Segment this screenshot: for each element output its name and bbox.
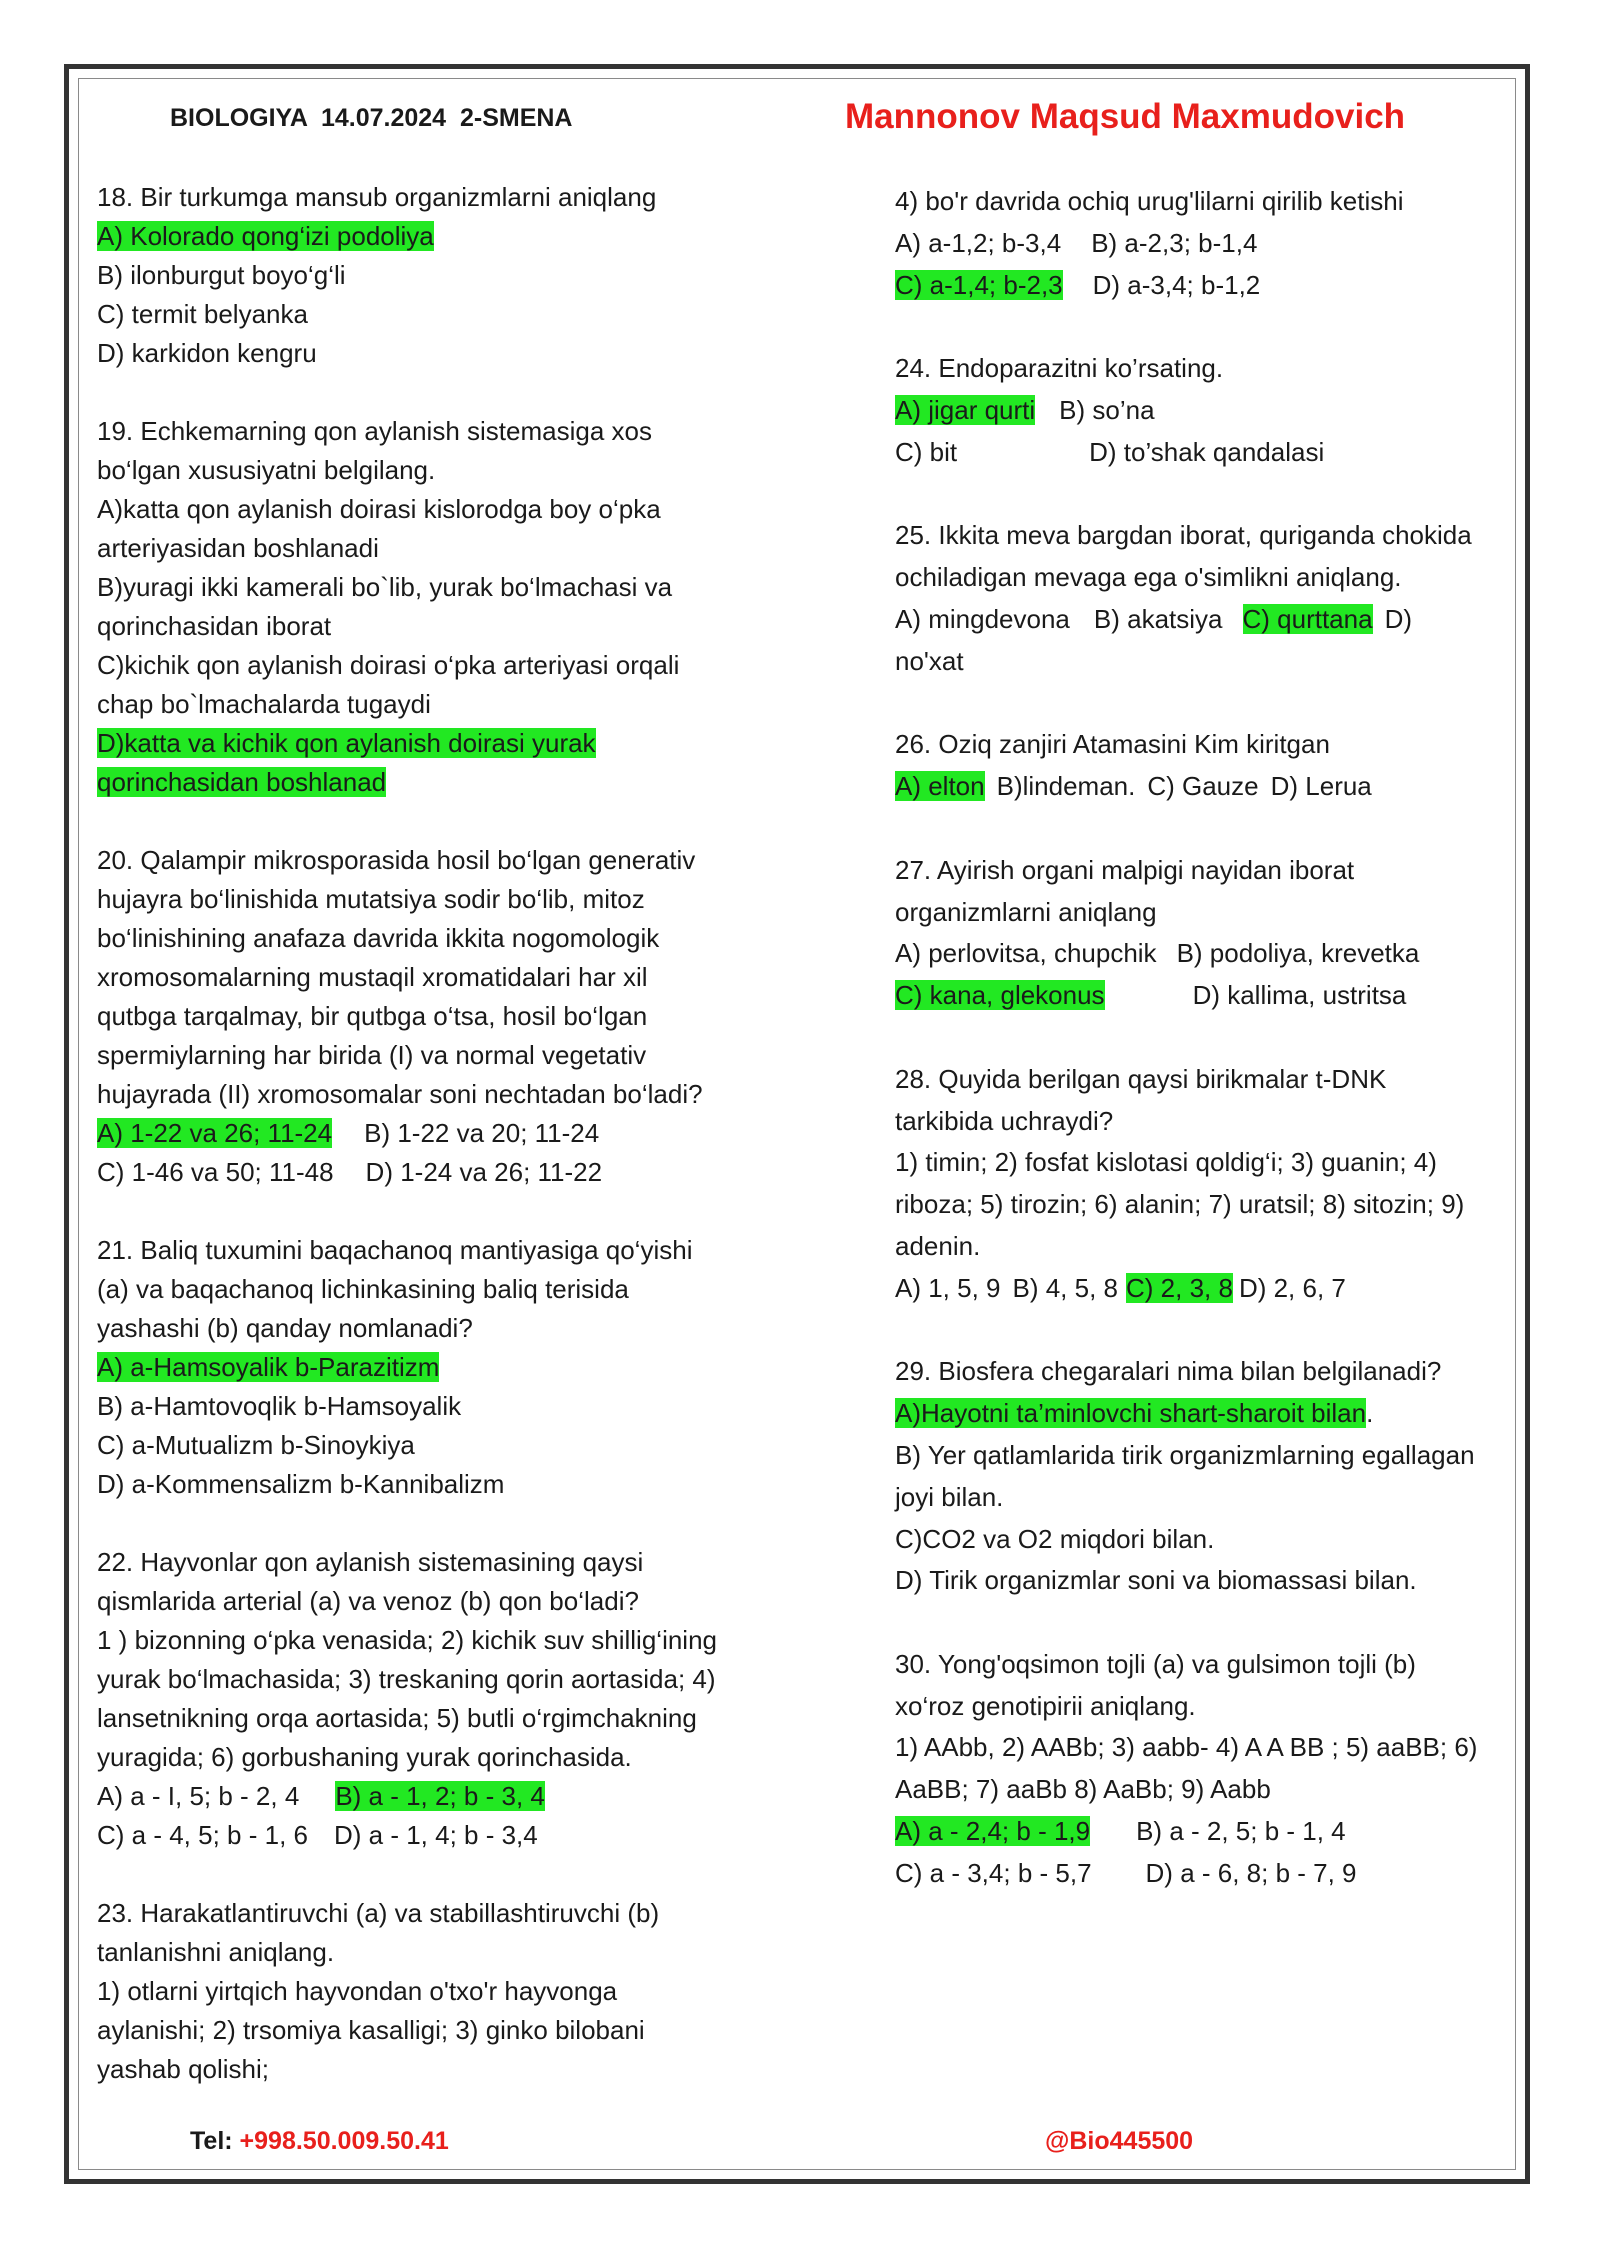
q22-option-c: C) a - 4, 5; b - 1, 6	[97, 1820, 308, 1850]
q22-question-line: 1 ) bizonning o‘pka venasida; 2) kichik suv shillig‘ining	[97, 1625, 718, 1655]
q29-option-d: D) Tirik organizmlar soni va biomassasi bilan.	[895, 1565, 1417, 1596]
right-column	[895, 181, 1515, 1895]
q30-option-c: C) a - 3,4; b - 5,7	[895, 1857, 1092, 1888]
q19-option-a: A)katta qon aylanish doirasi kislorodga boy o‘pka	[97, 494, 661, 524]
q29-option-a-tail: .	[1366, 1398, 1374, 1429]
q29-answer-highlight: A)Hayotni ta’minlovchi shart-sharoit bilan	[895, 1398, 1367, 1429]
q22-option-d: D) a - 1, 4; b - 3,4	[333, 1820, 538, 1850]
q27-question-line: 27. Ayirish organi malpigi nayidan iborat	[895, 854, 1355, 885]
q20-question-line: xromosomalarning mustaqil xromatidalari har xil	[97, 962, 648, 992]
q24-question: 24. Endoparazitni ko’rsating.	[895, 353, 1224, 384]
q20-options-cd	[97, 1153, 787, 1192]
q20-option-c: C) 1-46 va 50; 11-48	[97, 1157, 334, 1187]
q24-option-d: D) to’shak qandalasi	[1089, 436, 1325, 467]
q20-options-ab	[97, 1114, 787, 1153]
q23-options-ab	[895, 223, 1515, 265]
q29-question: 29. Biosfera chegaralari nima bilan belgilanadi?	[895, 1356, 1442, 1387]
q27-option-a: A) perlovitsa, chupchik	[895, 938, 1157, 969]
q18-option-b: B) ilonburgut boyo‘g‘li	[97, 260, 346, 290]
q25-option-b: B) akatsiya	[1093, 603, 1223, 634]
q24-option-b: B) so’na	[1059, 394, 1155, 425]
q23-question-line: 1) otlarni yirtqich hayvondan o'txo'r hayvonga	[97, 1976, 618, 2006]
q25-option-d-cont: no'xat	[895, 645, 964, 676]
q27-option-b: B) podoliya, krevetka	[1176, 938, 1420, 969]
q22-options-cd	[97, 1816, 787, 1855]
header-subject-date: BIOLOGIYA 14.07.2024 2-SMENA	[170, 104, 573, 132]
q23-option-a: A) a-1,2; b-3,4	[895, 227, 1062, 258]
q29-option-a	[895, 1393, 1515, 1435]
q20-question-line: 20. Qalampir mikrosporasida hosil bo‘lgan generativ	[97, 845, 696, 875]
q28-question-line: riboza; 5) tirozin; 6) alanin; 7) uratsil; 8) sitozin; 9)	[895, 1189, 1465, 1220]
q26-question: 26. Oziq zanjiri Atamasini Kim kiritgan	[895, 729, 1330, 760]
q26-options	[895, 766, 1515, 808]
left-column	[97, 178, 787, 2089]
q19-option-c-cont: chap bo`lmachalarda tugaydi	[97, 689, 431, 719]
q19-option-d	[97, 724, 787, 763]
q19-option-a-cont: arteriyasidan boshlanadi	[97, 533, 379, 563]
q24-options-ab	[895, 390, 1515, 432]
q28-question-line: tarkibida uchraydi?	[895, 1105, 1114, 1136]
q29-option-b-cont: joyi bilan.	[895, 1481, 1004, 1512]
q21-question-line: yashashi (b) qanday nomlanadi?	[97, 1313, 473, 1343]
q30-answer-highlight: A) a - 2,4; b - 1,9	[895, 1816, 1091, 1847]
q19-question-line: bo‘lgan xususiyatni belgilang.	[97, 455, 436, 485]
q21-option-c: C) a-Mutualizm b-Sinoykiya	[97, 1430, 415, 1460]
q27-option-d: D) kallima, ustritsa	[1192, 980, 1407, 1011]
q20-question-line: qutbga tarqalmay, bir qutbga o‘tsa, hosil bo‘lgan	[97, 1001, 648, 1031]
footer-phone	[190, 2127, 449, 2156]
q20-question-line: hujayrada (II) xromosomalar soni nechtadan bo‘ladi?	[97, 1079, 703, 1109]
q29-option-b: B) Yer qatlamlarida tirik organizmlarning egallagan	[895, 1439, 1475, 1470]
q21-answer-highlight: A) a-Hamsoyalik b-Parazitizm	[97, 1352, 440, 1382]
q30-question-line: 1) AAbb, 2) AABb; 3) aabb- 4) A A BB ; 5) aaBB; 6)	[895, 1732, 1478, 1763]
q28-question-line: adenin.	[895, 1230, 981, 1261]
q19-answer-highlight: D)katta va kichik qon aylanish doirasi yurak	[97, 728, 596, 758]
q19-option-b: B)yuragi ikki kamerali bo`lib, yurak bo‘lmachasi va	[97, 572, 673, 602]
q19-option-d-cont	[97, 763, 787, 802]
q30-options-cd	[895, 1853, 1515, 1895]
q24-option-c: C) bit	[895, 436, 958, 467]
q28-option-a: A) 1, 5, 9	[895, 1272, 1001, 1303]
q23-options-cd	[895, 265, 1515, 307]
q19-question-line: 19. Echkemarning qon aylanish sistemasiga xos	[97, 416, 652, 446]
q20-option-d: D) 1-24 va 26; 11-22	[365, 1157, 603, 1187]
header-author: Mannonov Maqsud Maxmudovich	[845, 97, 1406, 136]
q26-option-b: B)lindeman.	[996, 771, 1136, 802]
q23-question-line: yashab qolishi;	[97, 2054, 269, 2084]
q25-question-line: 25. Ikkita meva bargdan iborat, quriganda chokida	[895, 520, 1472, 551]
q20-question-line: spermiylarning har birida (I) va normal vegetativ	[97, 1040, 647, 1070]
q24-options-cd	[895, 432, 1515, 474]
q25-options	[895, 599, 1515, 641]
q27-answer-highlight: C) kana, glekonus	[895, 980, 1105, 1011]
q21-option-b: B) a-Hamtovoqlik b-Hamsoyalik	[97, 1391, 462, 1421]
q20-option-b: B) 1-22 va 20; 11-24	[364, 1118, 600, 1148]
q26-option-c: C) Gauze	[1147, 771, 1259, 802]
q30-option-d: D) a - 6, 8; b - 7, 9	[1145, 1857, 1357, 1888]
q22-question-line: 22. Hayvonlar qon aylanish sistemasining qaysi	[97, 1547, 644, 1577]
q27-question-line: organizmlarni aniqlang	[895, 896, 1157, 927]
q25-answer-highlight: C) qurttana	[1242, 603, 1373, 634]
q25-question-line: ochiladigan mevaga ega o'simlikni aniqlang.	[895, 562, 1402, 593]
q21-question-line: (a) va baqachanoq lichinkasining baliq terisida	[97, 1274, 629, 1304]
q24-answer-highlight: A) jigar qurti	[895, 394, 1036, 425]
q27-options-cd	[895, 975, 1515, 1017]
q30-question-line: xo‘roz genotipirii aniqlang.	[895, 1690, 1196, 1721]
q29-option-c: C)CO2 va O2 miqdori bilan.	[895, 1523, 1215, 1554]
q30-options-ab	[895, 1811, 1515, 1853]
q21-question-line: 21. Baliq tuxumini baqachanoq mantiyasiga qo‘yishi	[97, 1235, 693, 1265]
q18-option-a	[97, 217, 787, 256]
q22-question-line: yurak bo‘lmachasida; 3) treskaning qorin aortasida; 4)	[97, 1664, 716, 1694]
q23-question-line: 23. Harakatlantiruvchi (a) va stabillashtiruvchi (b)	[97, 1898, 660, 1928]
q23-question-line: tanlanishni aniqlang.	[97, 1937, 335, 1967]
q30-option-b: B) a - 2, 5; b - 1, 4	[1136, 1816, 1346, 1847]
q18-option-c: C) termit belyanka	[97, 299, 308, 329]
q22-question-line: yuragida; 6) gorbushaning yurak qorinchasida.	[97, 1742, 632, 1772]
footer-phone-label: Tel:	[190, 2127, 233, 2155]
q22-question-line: qismlarida arterial (a) va venoz (b) qon bo‘ladi?	[97, 1586, 639, 1616]
q18-option-d: D) karkidon kengru	[97, 338, 317, 368]
q23-question-line: 4) bo'r davrida ochiq urug'lilarni qirilib ketishi	[895, 186, 1404, 216]
q25-option-a: A) mingdevona	[895, 603, 1070, 634]
footer-phone-number: +998.50.009.50.41	[239, 2127, 449, 2155]
q28-option-b: B) 4, 5, 8	[1012, 1272, 1118, 1303]
q18-answer-highlight: A) Kolorado qong‘izi podoliya	[97, 221, 434, 251]
q23-question-line: aylanishi; 2) trsomiya kasalligi; 3) ginko bilobani	[97, 2015, 645, 2045]
q21-option-a	[97, 1348, 787, 1387]
q19-answer-highlight-cont: qorinchasidan boshlanad	[97, 767, 387, 797]
q26-answer-highlight: A) elton	[895, 771, 985, 802]
q23-option-d: D) a-3,4; b-1,2	[1092, 269, 1261, 300]
q25-option-d: D)	[1384, 603, 1413, 634]
q21-option-d: D) a-Kommensalizm b-Kannibalizm	[97, 1469, 505, 1499]
q22-question-line: lansetnikning orqa aortasida; 5) butli o‘rgimchakning	[97, 1703, 697, 1733]
q23-option-b: B) a-2,3; b-1,4	[1091, 227, 1258, 258]
q23-answer-highlight: C) a-1,4; b-2,3	[895, 269, 1063, 300]
q22-option-a: A) a - I, 5; b - 2, 4	[97, 1781, 300, 1811]
q30-question-line: AaBB; 7) aaBb 8) AaBb; 9) Aabb	[895, 1774, 1271, 1805]
footer-telegram-handle: @Bio445500	[1045, 2127, 1194, 2155]
q22-options-ab	[97, 1777, 787, 1816]
q26-option-d: D) Lerua	[1270, 771, 1372, 802]
q28-option-d: D) 2, 6, 7	[1238, 1272, 1346, 1303]
q22-answer-highlight: B) a - 1, 2; b - 3, 4	[335, 1781, 545, 1811]
q20-question-line: bo‘linishining anafaza davrida ikkita nogomologik	[97, 923, 660, 953]
q30-question-line: 30. Yong'oqsimon tojli (a) va gulsimon tojli (b)	[895, 1648, 1416, 1679]
q18-question: 18. Bir turkumga mansub organizmlarni aniqlang	[97, 182, 657, 212]
q28-question-line: 28. Quyida berilgan qaysi birikmalar t-DNK	[895, 1063, 1387, 1094]
q19-option-b-cont: qorinchasidan iborat	[97, 611, 332, 641]
q28-question-line: 1) timin; 2) fosfat kislotasi qoldig‘i; 3) guanin; 4)	[895, 1147, 1437, 1178]
q28-answer-highlight: C) 2, 3, 8	[1126, 1272, 1233, 1303]
q27-options-ab	[895, 933, 1515, 975]
q19-option-c: C)kichik qon aylanish doirasi o‘pka arteriyasi orqali	[97, 650, 680, 680]
q28-options	[895, 1268, 1515, 1310]
q20-answer-highlight: A) 1-22 va 26; 11-24	[97, 1118, 333, 1148]
q20-question-line: hujayra bo‘linishida mutatsiya sodir bo‘lib, mitoz	[97, 884, 645, 914]
